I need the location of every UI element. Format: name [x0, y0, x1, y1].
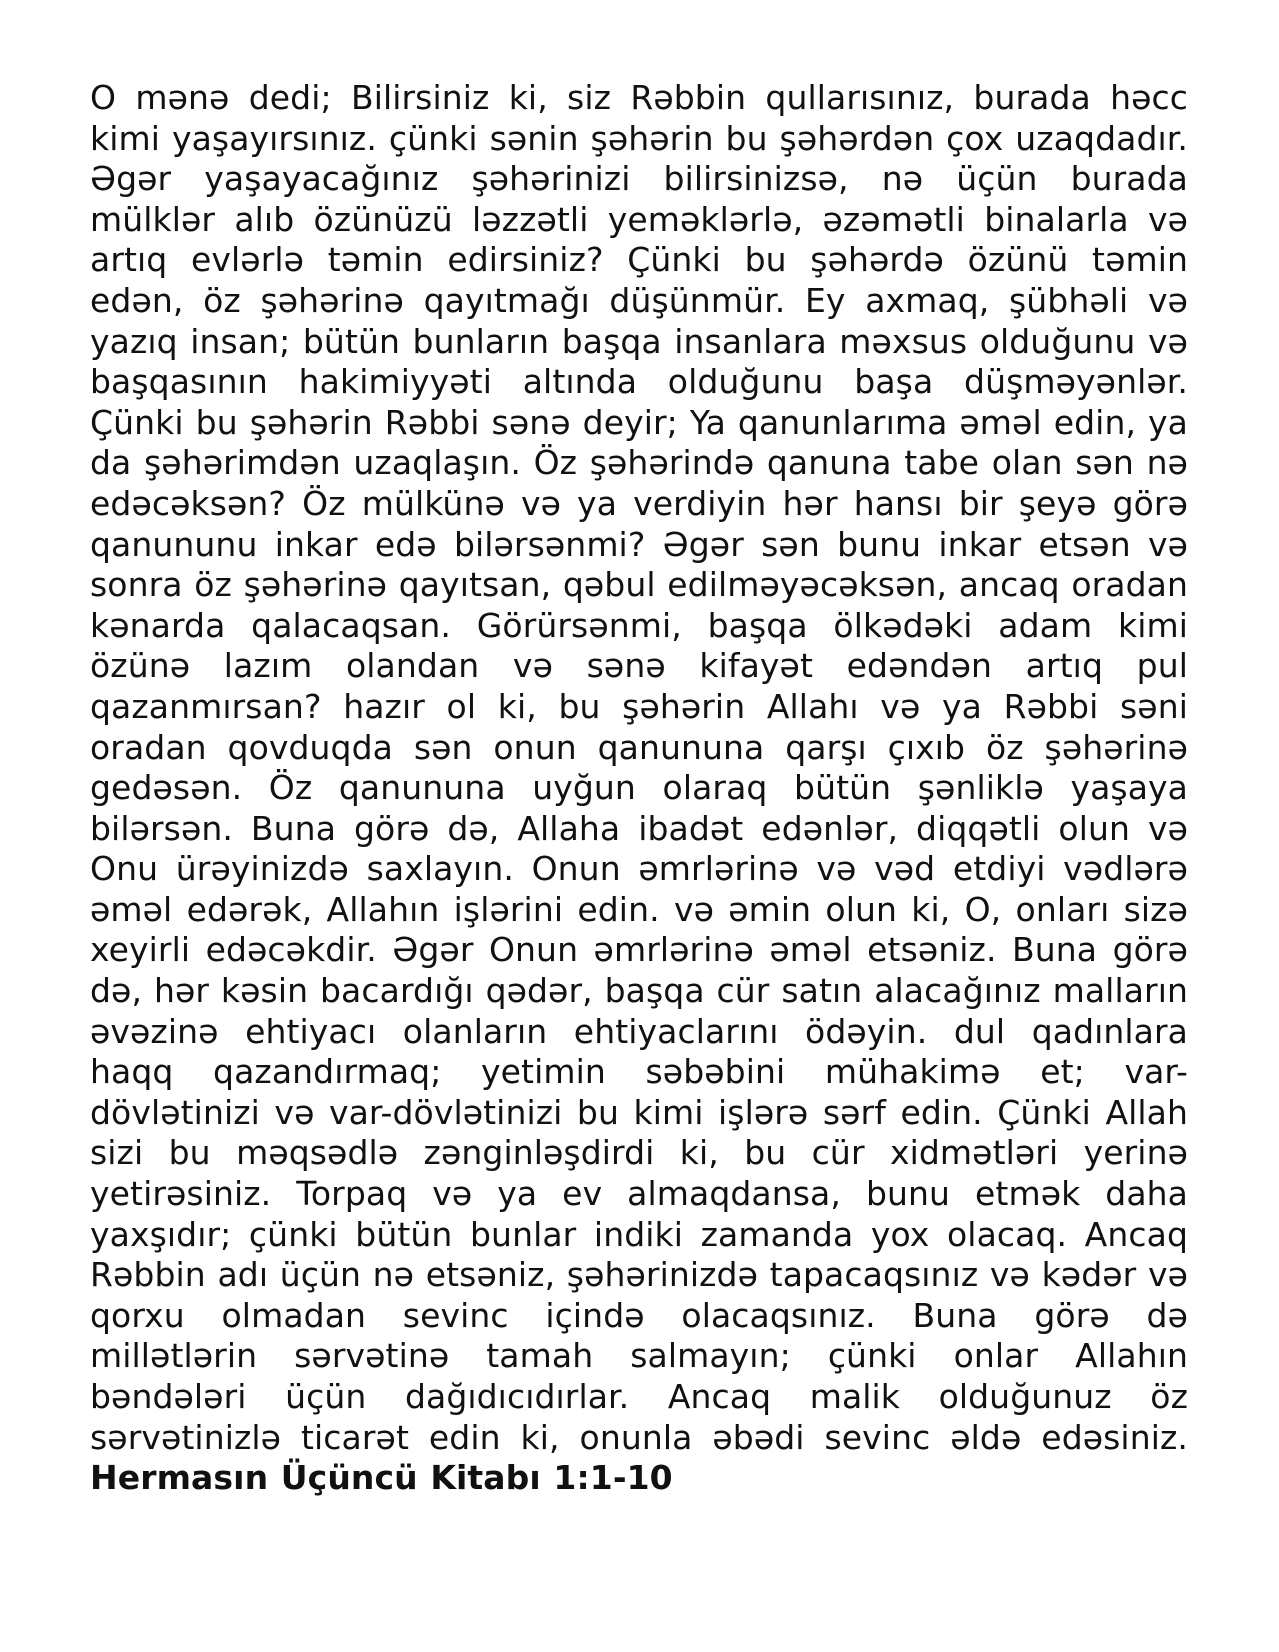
scripture-passage	[90, 78, 1188, 1499]
scripture-citation: Hermasın Üçüncü Kitabı 1:1-10	[90, 1458, 673, 1498]
document-page	[90, 78, 1188, 1499]
passage-body-text: O mənə dedi; Bilirsiniz ki, siz Rəbbin qullarısınız, burada həcc kimi yaşayırsınız. çünki sənin şəhərin bu şəhərdən çox uzaqdadır. Əgər yaşayacağınız şəhərinizi bilirsinizsə, nə üçün burada mülklər alıb özünüzü ləzzətli yeməklərlə, əzəmətli binalarla və artıq evlərlə təmin edirsiniz? Çünki bu şəhərdə özünü təmin edən, öz şəhərinə qayıtmağı düşünmür. Ey axmaq, şübhəli və yazıq insan; bütün bunların başqa insanlara məxsus olduğunu və başqasının hakimiyyəti altında olduğunu başa düşməyənlər. Çünki bu şəhərin Rəbbi sənə deyir; Ya qanunlarıma əməl edin, ya da şəhərimdən uzaqlaşın. Öz şəhərində qanuna tabe olan sən nə edəcəksən? Öz mülkünə və ya verdiyin hər hansı bir şeyə görə qanununu inkar edə bilərsənmi? Əgər sən bunu inkar etsən və sonra öz şəhərinə qayıtsan, qəbul edilməyəcəksən, ancaq oradan kənarda qalacaqsan. Görürsənmi, başqa ölkədəki adam kimi özünə lazım olandan və sənə kifayət edəndən artıq pul qazanmırsan? hazır ol ki, bu şəhərin Allahı və ya Rəbbi səni oradan qovduqda sən onun qanununa qarşı çıxıb öz şəhərinə gedəsən. Öz qanununa uyğun olaraq bütün şənliklə yaşaya bilərsən. Buna görə də, Allaha ibadət edənlər, diqqətli olun və Onu ürəyinizdə saxlayın. Onun əmrlərinə və vəd etdiyi vədlərə əməl edərək, Allahın işlərini edin. və əmin olun ki, O, onları sizə xeyirli edəcəkdir. Əgər Onun əmrlərinə əməl etsəniz. Buna görə də, hər kəsin bacardığı qədər, başqa cür satın alacağınız malların əvəzinə ehtiyacı olanların ehtiyaclarını ödəyin. dul qadınlara haqq qazandırmaq; yetimin səbəbini mühakimə et; var-dövlətinizi və var-dövlətinizi bu kimi işlərə sərf edin. Çünki Allah sizi bu məqsədlə zənginləşdirdi ki, bu cür xidmətləri yerinə yetirəsiniz. Torpaq və ya ev almaqdansa, bunu etmək daha yaxşıdır; çünki bütün bunlar indiki zamanda yox olacaq. Ancaq Rəbbin adı üçün nə etsəniz, şəhərinizdə tapacaqsınız və kədər və qorxu olmadan sevinc içində olacaqsınız. Buna görə də millətlərin sərvətinə tamah salmayın; çünki onlar Allahın bəndələri üçün dağıdıcıdırlar. Ancaq malik olduğunuz öz sərvətinizlə ticarət edin ki, onunla əbədi sevinc əldə edəsiniz.	[90, 78, 1188, 1457]
